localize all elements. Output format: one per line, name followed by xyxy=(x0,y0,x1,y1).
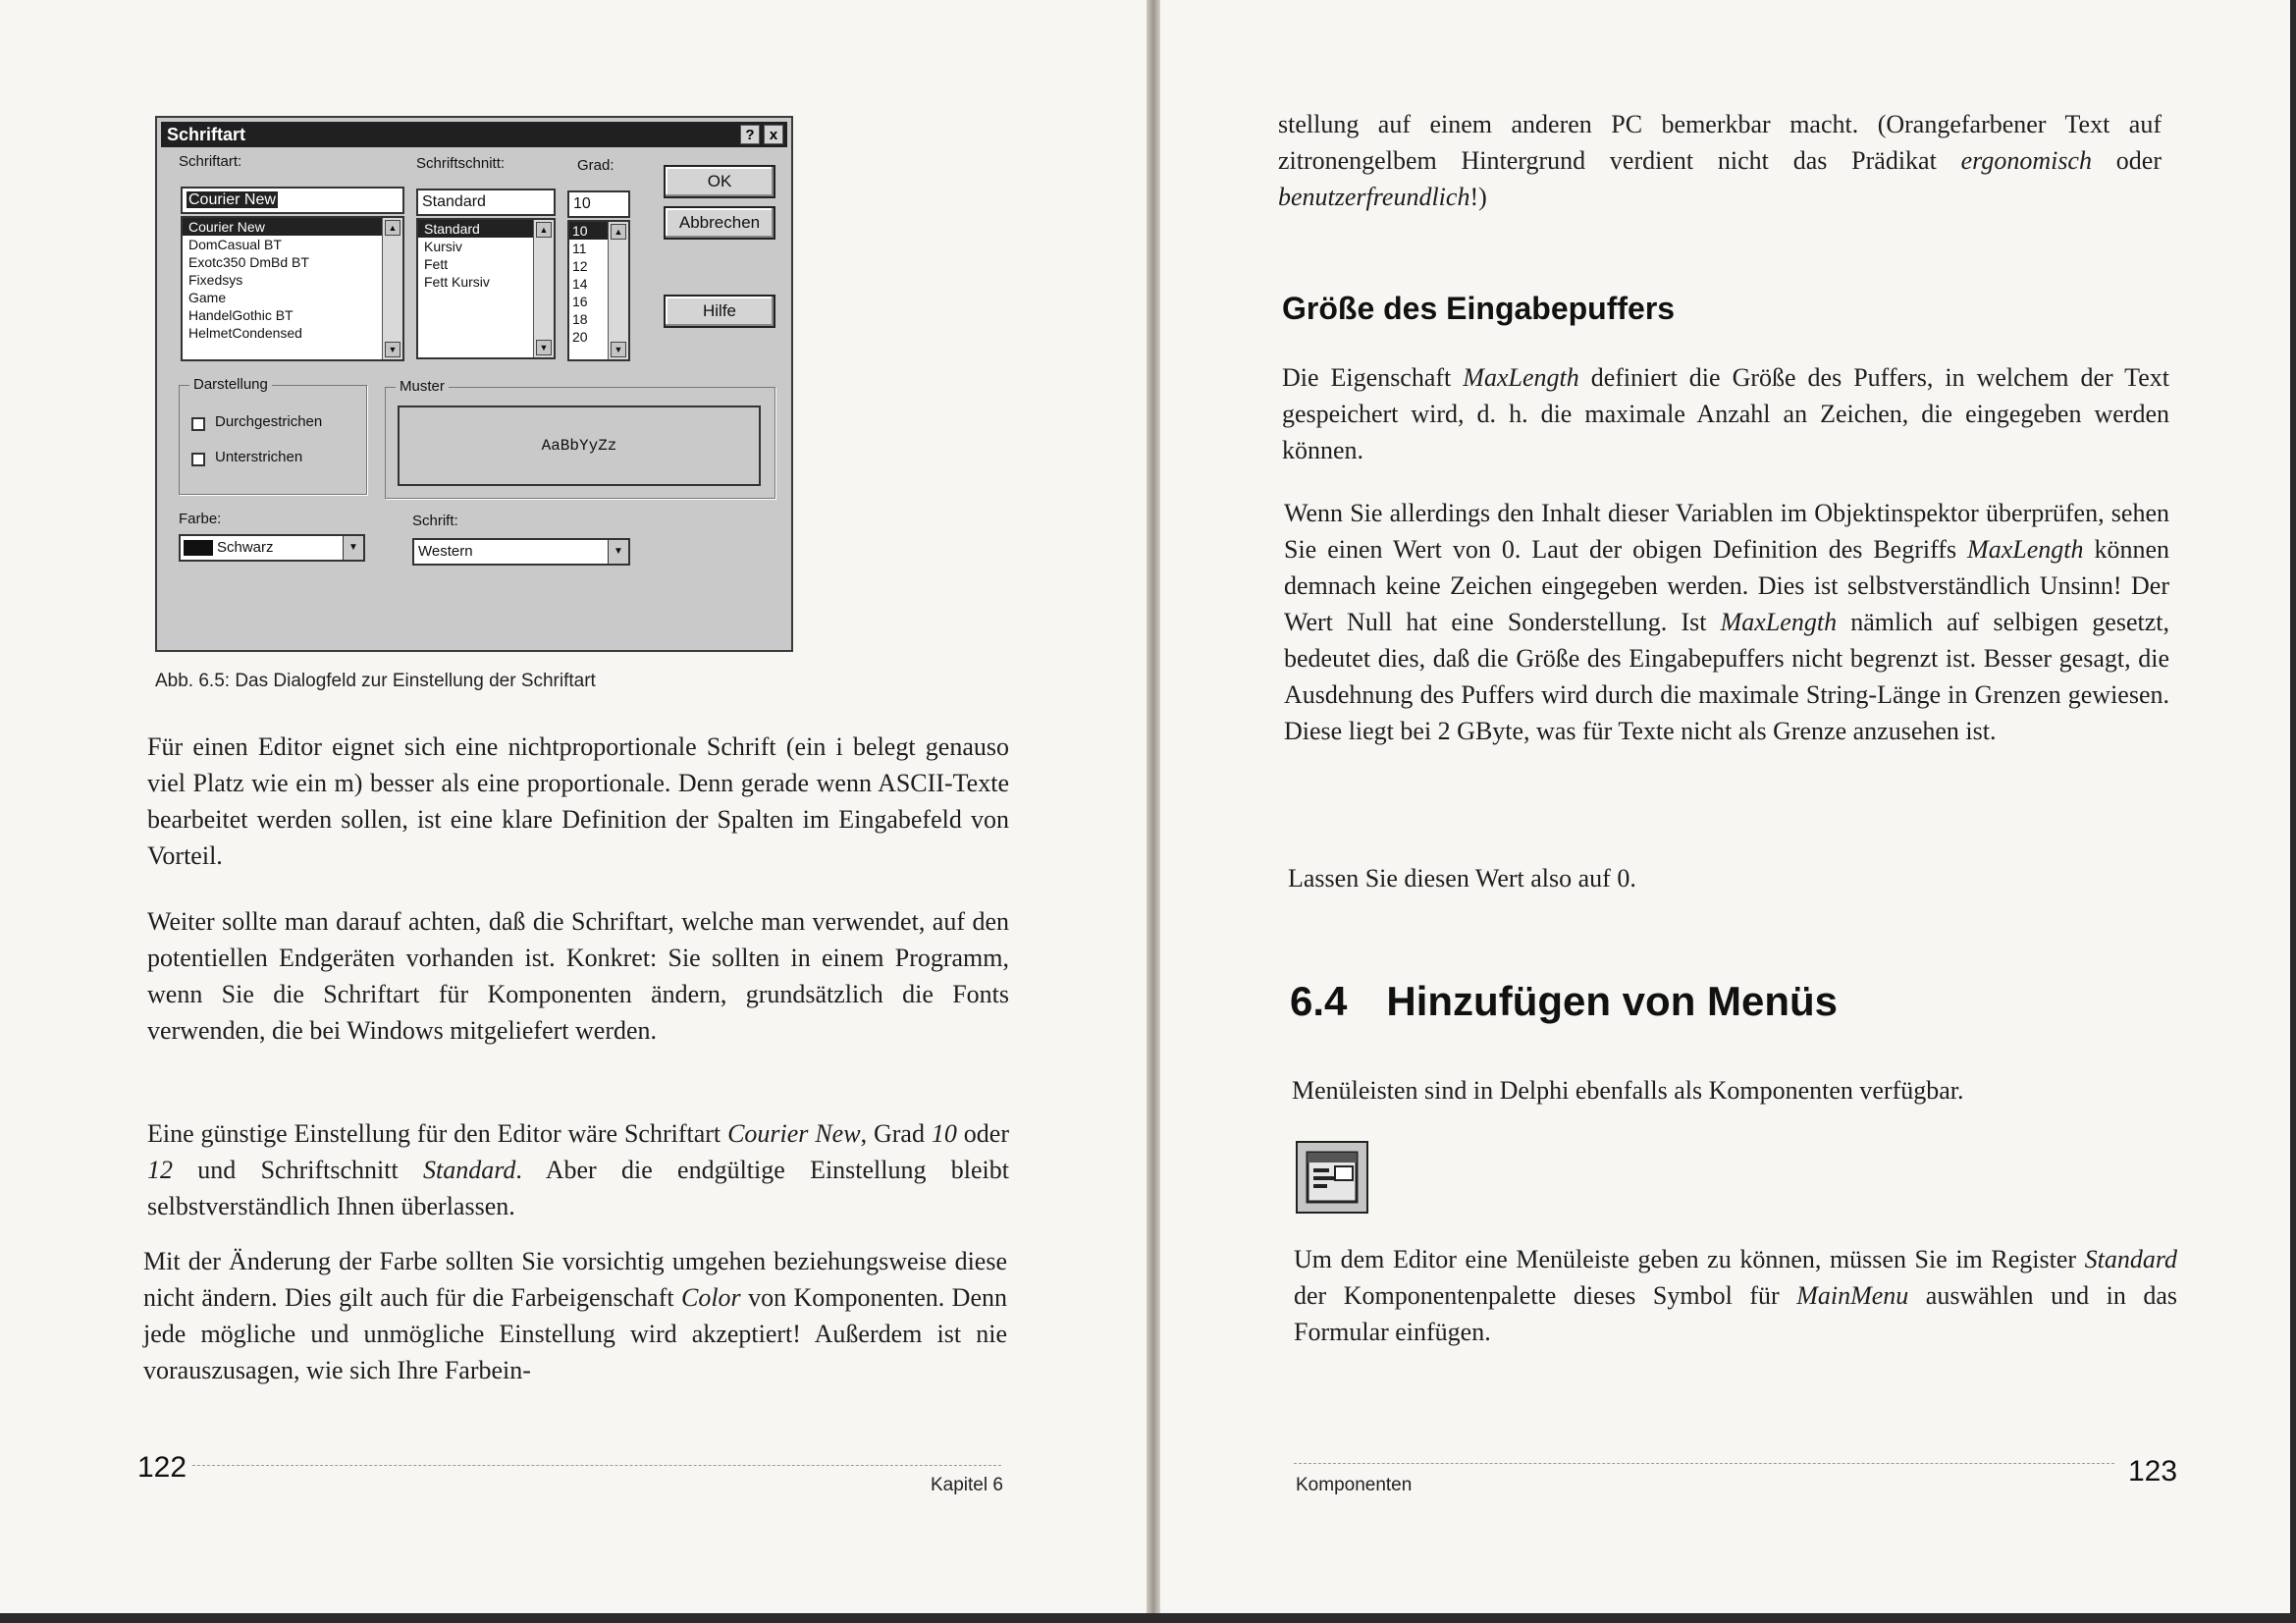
list-item[interactable]: 18 xyxy=(572,311,588,327)
text-run: Um dem Editor eine Menüleiste geben zu können, müssen Sie im Register xyxy=(1294,1245,2085,1273)
page-number-right: 123 xyxy=(2128,1455,2178,1488)
paragraph-text: Für einen Editor eignet sich eine nichtproportionale Schrift (ein i belegt genauso viel Platz wie ein m) besser als eine proportionale. Denn gerade wenn ASCII-Texte bearbeitet werden sollen, ist eine klare Definition der Spalten im Eingabefeld von Vorteil. xyxy=(147,732,1009,870)
script-value: Western xyxy=(418,543,473,560)
text-run: , Grad xyxy=(860,1119,932,1148)
list-item[interactable]: Fixedsys xyxy=(188,272,243,288)
list-item[interactable]: Exotc350 DmBd BT xyxy=(188,254,309,270)
list-item[interactable]: 11 xyxy=(572,241,587,256)
paragraph-text xyxy=(1294,1241,2177,1350)
scan-edge-right xyxy=(2290,0,2296,1623)
color-swatch xyxy=(184,540,213,556)
text-run: oder xyxy=(2091,146,2162,175)
list-item[interactable]: 14 xyxy=(572,276,588,292)
text-run: der Komponentenpalette dieses Symbol für xyxy=(1294,1281,1797,1310)
text-run: stellung auf einem anderen PC bemerkbar macht. (Orangefarbener Text auf zitronengelbem Hintergrund verdient nicht das Prädikat xyxy=(1278,110,2162,175)
chevron-down-icon[interactable]: ▼ xyxy=(343,536,363,560)
list-item[interactable]: 16 xyxy=(572,294,588,309)
right-paragraph-0 xyxy=(1278,106,2162,215)
left-paragraph-2 xyxy=(147,903,1009,1049)
color-value: Schwarz xyxy=(217,539,274,556)
sample-preview: AaBbYyZz xyxy=(398,406,761,486)
help-icon[interactable]: ? xyxy=(740,125,760,144)
script-select[interactable] xyxy=(412,538,630,566)
list-item[interactable]: HelmetCondensed xyxy=(188,325,302,341)
dialog-title: Schriftart xyxy=(167,125,246,144)
list-item[interactable]: 12 xyxy=(572,258,588,274)
font-size-list[interactable] xyxy=(567,220,630,361)
italic-term: Courier New xyxy=(727,1119,861,1148)
italic-term: ergonomisch xyxy=(1960,146,2092,175)
text-run: !) xyxy=(1469,183,1487,211)
left-paragraph-4 xyxy=(143,1243,1007,1388)
menu-icon xyxy=(1298,1143,1366,1212)
italic-term: Standard xyxy=(2084,1245,2177,1273)
right-paragraph-1 xyxy=(1282,359,2169,468)
effects-group-title: Darstellung xyxy=(189,376,272,393)
paragraph-text xyxy=(147,1115,1009,1224)
style-label: Schriftschnitt: xyxy=(416,155,506,172)
paragraph-text xyxy=(1284,495,2169,749)
scroll-up-icon[interactable]: ▲ xyxy=(611,224,626,240)
paragraph-text: Lassen Sie diesen Wert also auf 0. xyxy=(1288,864,1636,893)
text-run: und Schriftschnitt xyxy=(173,1156,423,1184)
scroll-up-icon[interactable]: ▲ xyxy=(536,222,552,238)
font-name-input[interactable] xyxy=(181,187,404,214)
text-run: definiert die Größe des Puffers, in welchem der Text gespeichert wird, d. h. die maximale Anzahl an Zeichen, die eingegeben werden können. xyxy=(1282,363,2170,464)
scroll-down-icon[interactable]: ▼ xyxy=(536,340,552,355)
figure-caption: Abb. 6.5: Das Dialogfeld zur Einstellung der Schriftart xyxy=(155,671,596,691)
font-label: Schriftart: xyxy=(179,153,242,170)
right-paragraph-4 xyxy=(1292,1072,2175,1109)
footer-rule xyxy=(192,1465,1001,1466)
cancel-button[interactable]: Abbrechen xyxy=(664,206,775,240)
sample-group-title: Muster xyxy=(396,378,449,395)
right-paragraph-2 xyxy=(1284,495,2169,749)
right-paragraph-5 xyxy=(1294,1241,2177,1350)
right-paragraph-3 xyxy=(1288,860,2171,896)
text-run: können demnach keine Zeichen eingegeben werden. Dies ist selbstverständlich Unsinn! Der Wert Null hat eine Sonderstellung. Ist xyxy=(1284,535,2169,636)
strikethrough-checkbox[interactable] xyxy=(191,417,205,431)
scroll-up-icon[interactable]: ▲ xyxy=(385,220,400,236)
italic-term: MaxLength xyxy=(1463,363,1579,392)
size-list-scrollbar[interactable] xyxy=(608,222,628,359)
left-paragraph-3 xyxy=(147,1115,1009,1224)
italic-term: benutzerfreundlich xyxy=(1278,183,1470,211)
list-item[interactable]: Fett Kursiv xyxy=(424,274,490,290)
paragraph-text: Weiter sollte man darauf achten, daß die Schriftart, welche man verwendet, auf den potentiellen Endgeräten vorhanden ist. Konkret: Sie sollten in einem Programm, wenn Sie die Schriftart für Komponenten ändern, grundsätzlich die Fonts verwenden, die bei Windows mitgeliefert werden. xyxy=(147,907,1009,1045)
text-run: Mit der Änderung der Farbe sollten Sie vorsichtig umgehen beziehungsweise diese nicht ändern. Dies gilt auch für die Farbeigenschaft xyxy=(143,1247,1007,1312)
scroll-down-icon[interactable]: ▼ xyxy=(385,342,400,357)
scan-edge-bottom xyxy=(0,1613,2296,1623)
list-item[interactable]: DomCasual BT xyxy=(188,237,282,252)
font-size-input[interactable]: 10 xyxy=(567,190,630,218)
size-label: Grad: xyxy=(577,157,614,174)
help-button[interactable]: Hilfe xyxy=(664,295,775,328)
text-run: Eine günstige Einstellung für den Editor wäre Schriftart xyxy=(147,1119,728,1148)
italic-term: 10 xyxy=(931,1119,957,1148)
font-list-scrollbar[interactable] xyxy=(382,218,402,359)
color-label: Farbe: xyxy=(179,511,222,527)
running-title-right: Komponenten xyxy=(1296,1475,1413,1495)
text-run: nämlich auf selbigen gesetzt, bedeutet dies, daß die Größe des Eingabepuffers nicht begrenzt ist. Besser gesagt, die Ausdehnung des Puffers wird durch die maximale String-Länge in Grenzen gewiesen. Diese liegt bei 2 GByte, was für Texte nicht als Grenze anzusehen ist. xyxy=(1284,608,2169,745)
ok-button[interactable]: OK xyxy=(664,165,775,198)
section-title: Hinzufügen von Menüs xyxy=(1386,978,1839,1024)
list-item[interactable]: Fett xyxy=(424,256,449,272)
font-style-list[interactable] xyxy=(416,218,556,359)
subsection-heading: Größe des Eingabepuffers xyxy=(1282,291,1676,326)
style-list-scrollbar[interactable] xyxy=(533,220,554,357)
strikethrough-label: Durchgestrichen xyxy=(215,413,323,430)
italic-term: Standard xyxy=(422,1156,516,1184)
footer-rule xyxy=(1294,1463,2114,1464)
paragraph-text xyxy=(143,1243,1007,1388)
italic-term: Color xyxy=(680,1283,741,1312)
color-select[interactable] xyxy=(179,534,365,562)
script-label: Schrift: xyxy=(412,513,458,529)
page-number-left: 122 xyxy=(137,1451,187,1484)
mainmenu-component-icon xyxy=(1296,1141,1368,1214)
font-dialog-figure xyxy=(155,116,793,652)
list-item[interactable]: Kursiv xyxy=(424,239,462,254)
text-run: Wenn Sie allerdings den Inhalt dieser Variablen im Objektinspektor überprüfen, sehen Sie einen Wert von 0. Laut der obigen Definition des Begriffs xyxy=(1284,499,2169,564)
text-run: Die Eigenschaft xyxy=(1282,363,1464,392)
text-run: auswählen und in das Formular einfügen. xyxy=(1294,1281,2177,1346)
italic-term: MainMenu xyxy=(1796,1281,1909,1310)
list-item[interactable]: HandelGothic BT xyxy=(188,307,294,323)
sample-group xyxy=(385,378,775,499)
underline-label: Unterstrichen xyxy=(215,449,303,465)
chevron-down-icon[interactable]: ▼ xyxy=(608,540,628,564)
italic-term: MaxLength xyxy=(1967,535,2084,564)
italic-term: MaxLength xyxy=(1720,608,1838,636)
left-paragraph-1 xyxy=(147,729,1009,874)
book-spine xyxy=(1147,0,1160,1623)
italic-term: 12 xyxy=(147,1156,173,1184)
text-run: . Aber die endgültige Einstellung bleibt selbstverständlich Ihnen überlassen. xyxy=(147,1156,1010,1220)
close-icon[interactable]: x xyxy=(764,125,783,144)
paragraph-text xyxy=(1278,106,2162,215)
section-number: 6.4 xyxy=(1290,978,1348,1024)
list-item[interactable]: Standard xyxy=(418,220,554,238)
paragraph-text: Menüleisten sind in Delphi ebenfalls als Komponenten verfügbar. xyxy=(1292,1076,1964,1105)
section-heading xyxy=(1290,978,1838,1025)
text-run: von Komponenten. Denn jede mögliche und unmögliche Einstellung wird akzeptiert! Außerdem ist nie vorauszusagen, wie sich Ihre Farbein- xyxy=(143,1283,1007,1384)
list-item[interactable]: Game xyxy=(188,290,227,305)
effects-group xyxy=(179,376,367,495)
dialog-titlebar xyxy=(161,122,787,147)
underline-checkbox[interactable] xyxy=(191,453,205,466)
font-name-list[interactable] xyxy=(181,216,404,361)
text-run: oder xyxy=(956,1119,1009,1148)
right-page xyxy=(1160,0,2296,1623)
font-name-value: Courier New xyxy=(188,191,276,208)
scroll-down-icon[interactable]: ▼ xyxy=(611,342,626,357)
list-item[interactable]: 10 xyxy=(569,222,628,240)
paragraph-text xyxy=(1282,359,2169,468)
list-item[interactable]: Courier New xyxy=(183,218,402,236)
font-style-input[interactable]: Standard xyxy=(416,189,556,216)
running-title-left: Kapitel 6 xyxy=(931,1475,1003,1495)
list-item[interactable]: 20 xyxy=(572,329,588,345)
